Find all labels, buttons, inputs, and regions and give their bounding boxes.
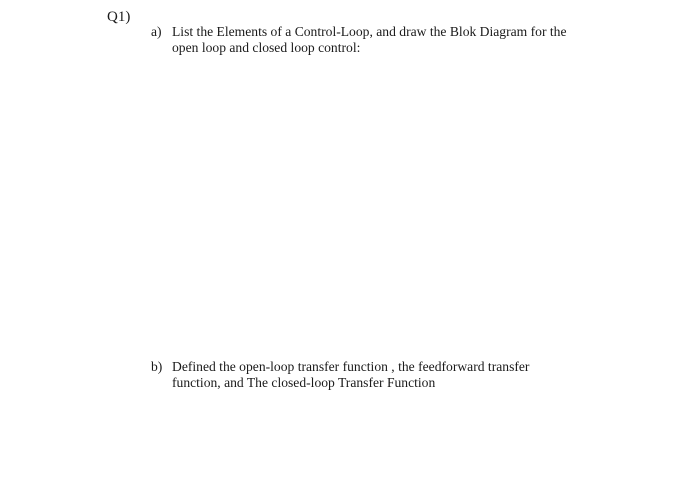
question-item-a [151, 24, 591, 56]
question-item-b [151, 359, 591, 391]
item-text-line: List the Elements of a Control-Loop, and draw the Blok Diagram for the [172, 24, 567, 39]
question-label: Q1) [107, 9, 131, 25]
item-text-line: Defined the open-loop transfer function , the feedforward transfer [172, 359, 530, 374]
item-text-line: function, and The closed-loop Transfer Function [172, 375, 436, 390]
item-marker: b) [151, 359, 163, 374]
item-marker: a) [151, 24, 162, 39]
item-text [172, 359, 591, 391]
item-text-line: open loop and closed loop control: [172, 40, 361, 55]
item-text [172, 24, 591, 56]
